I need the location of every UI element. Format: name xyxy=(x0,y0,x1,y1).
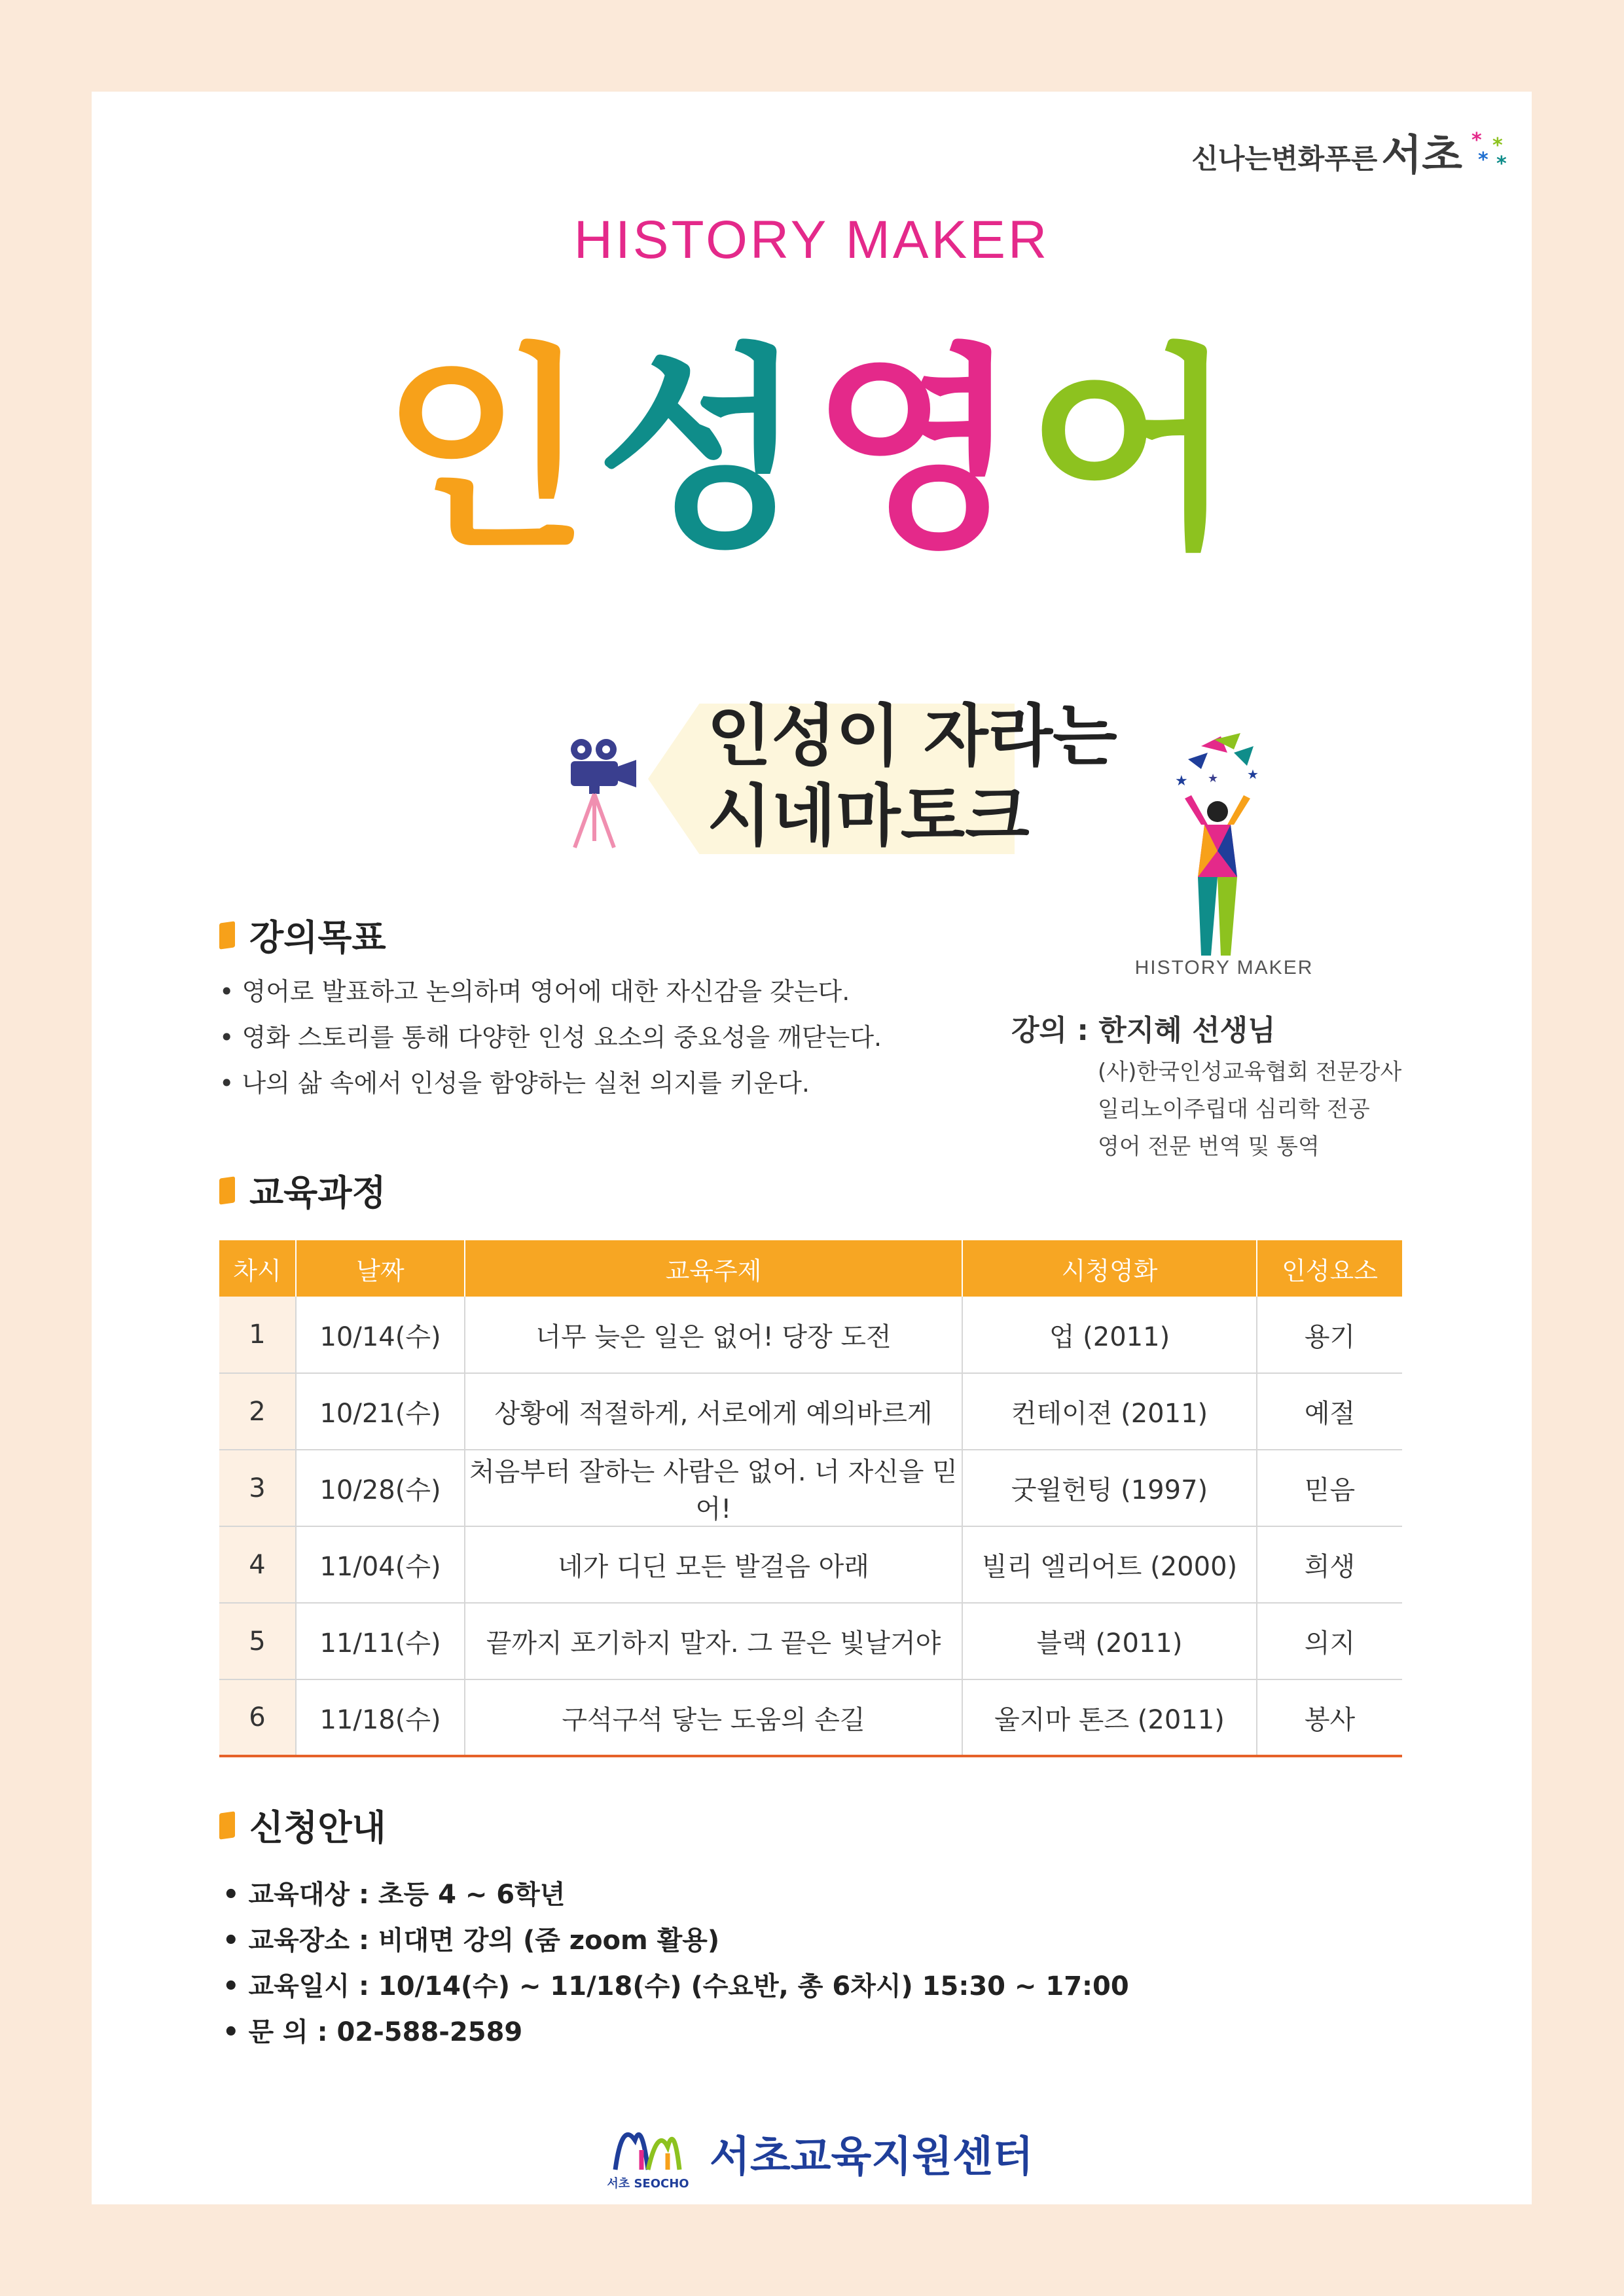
session-topic: 구석구석 닿는 도움의 손길 xyxy=(465,1679,962,1756)
curriculum-section-title: 교육과정 xyxy=(249,1172,386,1213)
apply-section-heading xyxy=(219,1800,386,1850)
footer-organization xyxy=(602,2114,1034,2193)
session-virtue: 예절 xyxy=(1257,1373,1402,1450)
session-virtue: 용기 xyxy=(1257,1297,1402,1373)
goal-list xyxy=(219,969,1070,1106)
main-title xyxy=(92,314,1532,589)
apply-info-list xyxy=(223,1872,1335,2055)
apply-item: • 교육대상 : 초등 4 ~ 6학년 xyxy=(223,1880,566,1910)
lecturer-info xyxy=(1011,1008,1470,1166)
history-maker-heading: HISTORY MAKER xyxy=(573,210,1050,270)
star-icons xyxy=(1466,131,1512,177)
goal-item: • 나의 삶 속에서 인성을 함양하는 실천 의지를 키운다. xyxy=(219,1069,810,1098)
svg-text:★: ★ xyxy=(1247,766,1259,782)
logo-text: 서초 SEOCHO xyxy=(607,2177,689,2191)
lecturer-detail: (사)한국인성교육협회 전문강사 xyxy=(1098,1059,1402,1085)
session-movie: 컨테이젼 (2011) xyxy=(962,1373,1257,1450)
section-marker-icon xyxy=(219,921,235,949)
lecturer-name: 강의 : 한지혜 선생님 xyxy=(1011,1014,1276,1047)
table-row xyxy=(219,1373,1402,1450)
table-row xyxy=(219,1297,1402,1373)
session-movie: 업 (2011) xyxy=(962,1297,1257,1373)
session-movie: 울지마 톤즈 (2011) xyxy=(962,1679,1257,1756)
session-virtue: 믿음 xyxy=(1257,1450,1402,1526)
session-number: 5 xyxy=(219,1603,296,1679)
star-icon: * xyxy=(1471,129,1482,152)
subtitle-banner xyxy=(648,697,1172,861)
table-row xyxy=(219,1603,1402,1679)
session-date: 11/11(수) xyxy=(296,1603,465,1679)
figure-caption: HISTORY MAKER xyxy=(1134,957,1314,978)
session-topic: 너무 늦은 일은 없어! 당장 도전 xyxy=(465,1297,962,1373)
seocho-slogan xyxy=(1191,129,1512,180)
column-header: 차시 xyxy=(219,1240,296,1297)
star-icon: * xyxy=(1496,152,1507,175)
goal-item: • 영어로 발표하고 논의하며 영어에 대한 자신감을 갖는다. xyxy=(219,977,850,1006)
table-row xyxy=(219,1450,1402,1526)
main-title-char-1: 인 xyxy=(381,326,597,577)
main-title-char-3: 영 xyxy=(812,326,1027,577)
session-number: 4 xyxy=(219,1526,296,1603)
slogan-big-text: 서초 xyxy=(1381,132,1462,180)
slogan-small-text: 신나는변화푸른 xyxy=(1191,143,1378,175)
session-virtue: 희생 xyxy=(1257,1526,1402,1603)
session-topic: 끝까지 포기하지 말자. 그 끝은 빛날거야 xyxy=(465,1603,962,1679)
banner-title xyxy=(707,697,1117,857)
star-icon: * xyxy=(1478,149,1489,171)
session-date: 10/21(수) xyxy=(296,1373,465,1450)
banner-line-2: 시네마토크 xyxy=(707,778,1030,855)
table-row xyxy=(219,1679,1402,1756)
session-topic: 상황에 적절하게, 서로에게 예의바르게 xyxy=(465,1373,962,1450)
session-movie: 굿윌헌팅 (1997) xyxy=(962,1450,1257,1526)
section-marker-icon xyxy=(219,1811,235,1839)
session-date: 11/04(수) xyxy=(296,1526,465,1603)
lecturer-detail: 영어 전문 번역 및 통역 xyxy=(1098,1134,1320,1160)
curriculum-section-heading xyxy=(219,1165,386,1215)
session-date: 10/14(수) xyxy=(296,1297,465,1373)
session-topic: 네가 디딘 모든 발걸음 아래 xyxy=(465,1526,962,1603)
goal-section-title: 강의목표 xyxy=(249,917,386,958)
column-header: 날짜 xyxy=(296,1240,465,1297)
apply-item: • 문 의 : 02-588-2589 xyxy=(223,2017,523,2047)
column-header: 시청영화 xyxy=(962,1240,1257,1297)
curriculum-table xyxy=(219,1240,1402,1757)
session-virtue: 봉사 xyxy=(1257,1679,1402,1756)
poster-page xyxy=(92,92,1532,2204)
goal-section-heading xyxy=(219,910,386,960)
svg-text:★: ★ xyxy=(1208,772,1219,785)
session-date: 10/28(수) xyxy=(296,1450,465,1526)
organization-name: 서초교육지원센터 xyxy=(710,2133,1034,2181)
section-marker-icon xyxy=(219,1176,235,1204)
apply-item: • 교육장소 : 비대면 강의 (줌 zoom 활용) xyxy=(223,1926,720,1956)
banner-line-1: 인성이 자라는 xyxy=(707,698,1117,776)
session-number: 2 xyxy=(219,1373,296,1450)
column-header: 교육주제 xyxy=(465,1240,962,1297)
apply-section-title: 신청안내 xyxy=(249,1807,386,1848)
mosaic-figure-illustration xyxy=(1149,733,1293,962)
apply-item: • 교육일시 : 10/14(수) ~ 11/18(수) (수요반, 총 6차시) 15:30 ~ 17:00 xyxy=(223,1971,1129,2001)
session-topic: 처음부터 잘하는 사람은 없어. 너 자신을 믿어! xyxy=(465,1450,962,1526)
svg-text:★: ★ xyxy=(1175,773,1188,789)
session-virtue: 의지 xyxy=(1257,1603,1402,1679)
session-number: 6 xyxy=(219,1679,296,1756)
main-title-char-2: 성 xyxy=(596,326,812,577)
seocho-logo-icon xyxy=(602,2114,694,2193)
session-movie: 블랙 (2011) xyxy=(962,1603,1257,1679)
star-icon: * xyxy=(1492,134,1503,157)
film-projector-icon xyxy=(563,736,641,851)
main-title-char-4: 어 xyxy=(1026,326,1242,577)
table-header-row xyxy=(219,1240,1402,1297)
session-number: 1 xyxy=(219,1297,296,1373)
session-number: 3 xyxy=(219,1450,296,1526)
goal-item: • 영화 스토리를 통해 다양한 인성 요소의 중요성을 깨닫는다. xyxy=(219,1023,882,1052)
session-movie: 빌리 엘리어트 (2000) xyxy=(962,1526,1257,1603)
session-date: 11/18(수) xyxy=(296,1679,465,1756)
lecturer-detail: 일리노이주립대 심리학 전공 xyxy=(1098,1096,1370,1122)
table-row xyxy=(219,1526,1402,1603)
column-header: 인성요소 xyxy=(1257,1240,1402,1297)
